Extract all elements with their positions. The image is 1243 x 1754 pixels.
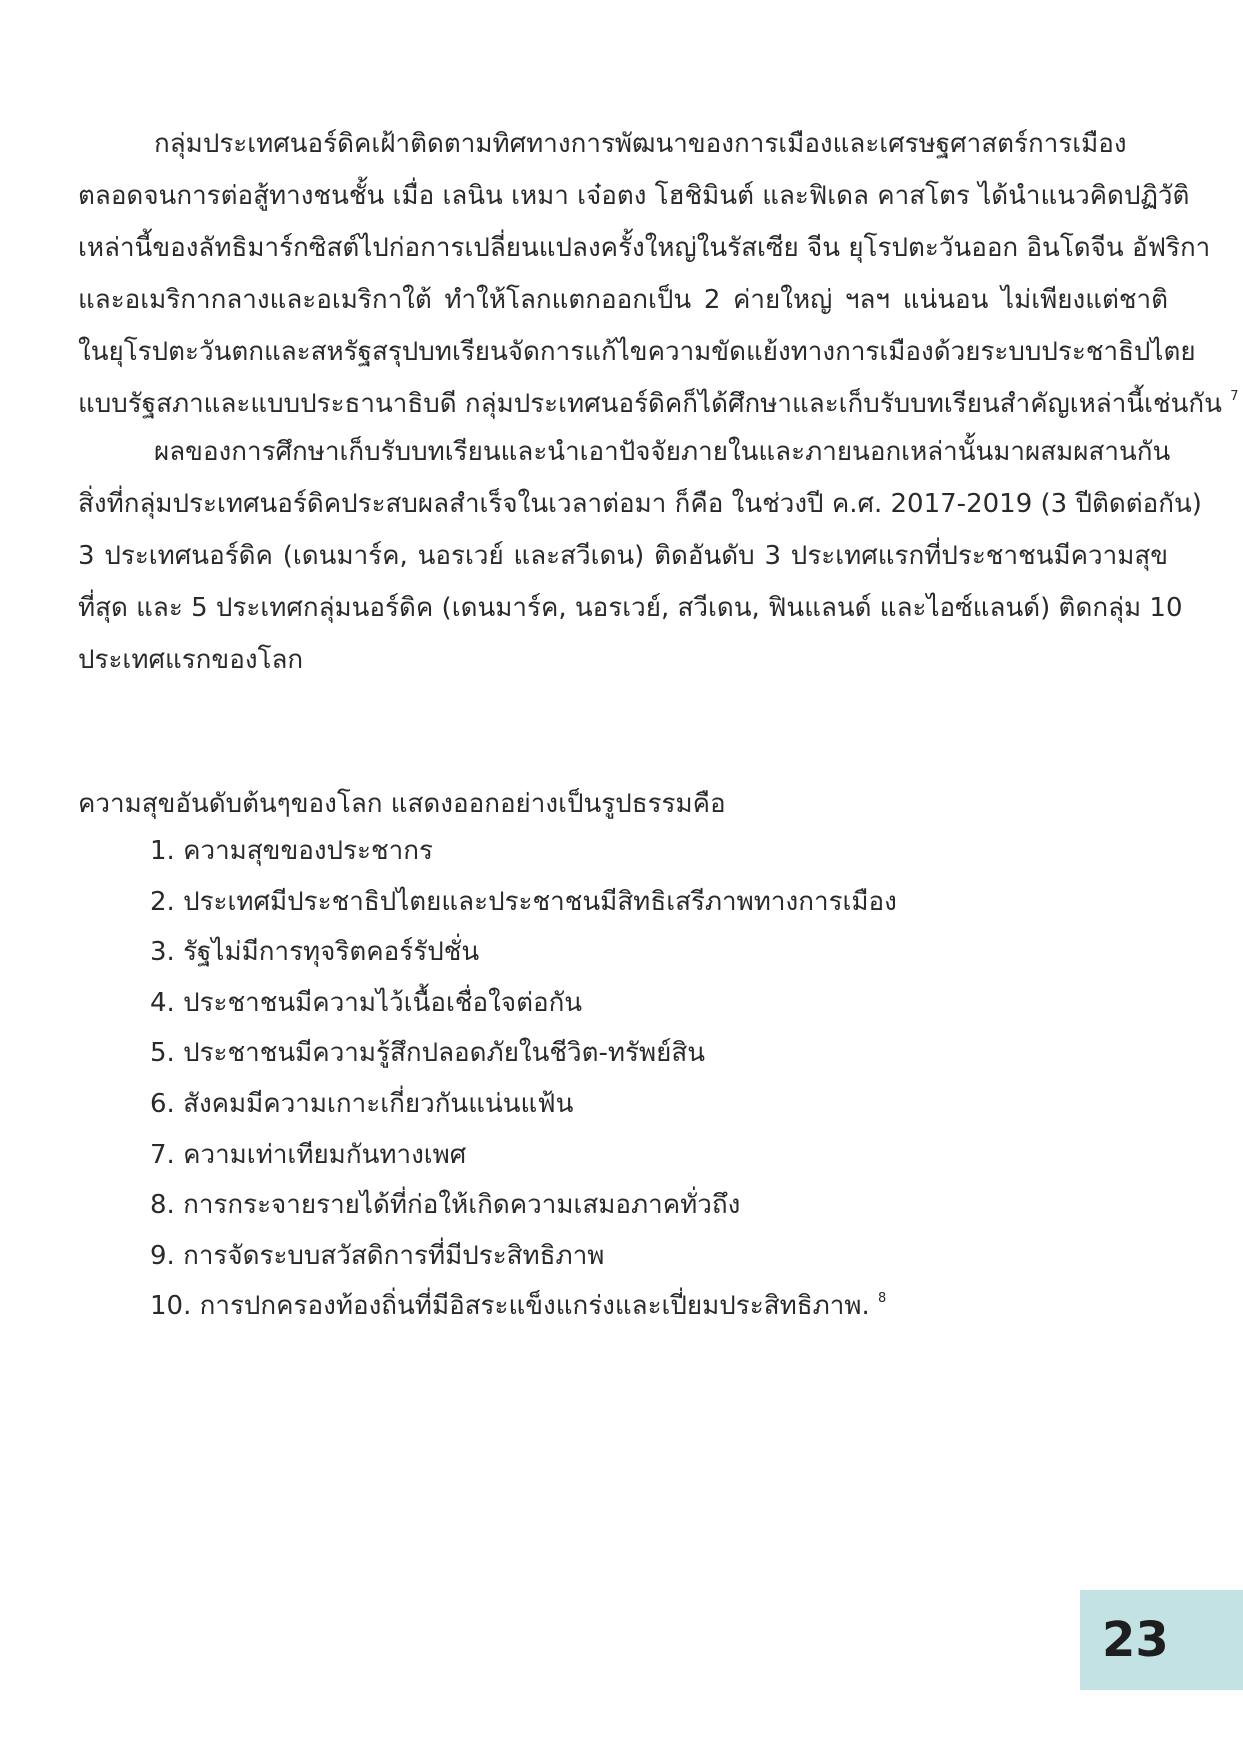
list-item: 1. ความสุขของประชากร (150, 836, 433, 866)
paragraph-2-line: ผลของการศึกษาเก็บรับบทเรียนและนำเอาปัจจัยภายในและภายนอกเหล่านั้นมาผสมผสานกัน (154, 437, 1171, 467)
list-item: 3. รัฐไม่มีการทุจริตคอร์รัปชั่น (150, 937, 480, 968)
list-item: 7. ความเท่าเทียมกันทางเพศ (150, 1139, 467, 1170)
paragraph-1-last-line (78, 378, 1239, 430)
list-item: 8. การกระจายรายได้ที่ก่อให้เกิดความเสมอภาคทั่วถึง (150, 1190, 741, 1221)
footnote-marker: 8 (878, 1291, 887, 1307)
paragraph-2-line: สิ่งที่กลุ่มประเทศนอร์ดิคประสบผลสำเร็จในเวลาต่อมา ก็คือ ในช่วงปี ค.ศ. 2017-2019 (3 ปีติดต่อกัน) (78, 489, 1202, 519)
paragraph-1 (78, 118, 1239, 430)
paragraph-1-line: ตลอดจนการต่อสู้ทางชนชั้น เมื่อ เลนิน เหมา เจ๋อตง โฮชิมินต์ และฟิเดล คาสโตร ได้นำแนวคิดปฏิวัติ (78, 181, 1190, 211)
paragraph-2-line: ที่สุด และ 5 ประเทศกลุ่มนอร์ดิค (เดนมาร์ค, นอรเวย์, สวีเดน, ฟินแลนด์ และไอซ์แลนด์) ติดกลุ่ม 10 (78, 593, 1183, 623)
paragraph-1-line: และอเมริกากลางและอเมริกาใต้ ทำให้โลกแตกออกเป็น 2 ค่ายใหญ่ ฯลฯ แน่นอน ไม่เพียงแต่ชาติ (78, 285, 1168, 315)
paragraph-1-line: กลุ่มประเทศนอร์ดิคเฝ้าติดตามทิศทางการพัฒนาของการเมืองและเศรษฐศาสตร์การเมือง (154, 129, 1127, 159)
list-item: 6. สังคมมีความเกาะเกี่ยวกันแน่นแฟ้น (150, 1088, 574, 1119)
paragraph-1-line: ในยุโรปตะวันตกและสหรัฐสรุปบทเรียนจัดการแก้ไขความขัดแย้งทางการเมืองด้วยระบบประชาธิปไตย (78, 337, 1196, 367)
list-item: 9. การจัดระบบสวัสดิการที่มีประสิทธิภาพ (150, 1240, 605, 1271)
list-item: 10. การปกครองท้องถิ่นที่มีอิสระแข็งแกร่งและเปี่ยมประสิทธิภาพ. (150, 1291, 870, 1322)
list-item: 4. ประชาชนมีความไว้เนื้อเชื่อใจต่อกัน (150, 987, 583, 1018)
footnote-marker: 7 (1230, 389, 1239, 404)
page-number: 23 (1102, 1612, 1169, 1668)
happiness-list (150, 826, 897, 1332)
paragraph-1-line: แบบรัฐสภาและแบบประธานาธิบดี กลุ่มประเทศนอร์ดิคก็ได้ศึกษาและเก็บรับบทเรียนสำคัญเหล่านี้เช่นกัน (78, 389, 1222, 419)
paragraph-2-line: ประเทศแรกของโลก (78, 645, 304, 675)
list-item-last (150, 1281, 897, 1332)
paragraph-2 (78, 426, 1202, 686)
list-title: ความสุขอันดับต้นๆของโลก แสดงออกอย่างเป็นรูปธรรมคือ (78, 789, 726, 819)
page-number-box (1080, 1590, 1243, 1690)
paragraph-1-line: เหล่านี้ของลัทธิมาร์กซิสต์ไปก่อการเปลี่ยนแปลงครั้งใหญ่ในรัสเซีย จีน ยุโรปตะวันออก อินโดจีน อัฟริกา (78, 233, 1211, 263)
list-item: 2. ประเทศมีประชาธิปไตยและประชาชนมีสิทธิเสรีภาพทางการเมือง (150, 886, 897, 917)
paragraph-2-line: 3 ประเทศนอร์ดิค (เดนมาร์ค, นอรเวย์ และสวีเดน) ติดอันดับ 3 ประเทศแรกที่ประชาชนมีความสุข (78, 541, 1168, 571)
list-item: 5. ประชาชนมีความรู้สึกปลอดภัยในชีวิต-ทรัพย์สิน (150, 1038, 706, 1069)
